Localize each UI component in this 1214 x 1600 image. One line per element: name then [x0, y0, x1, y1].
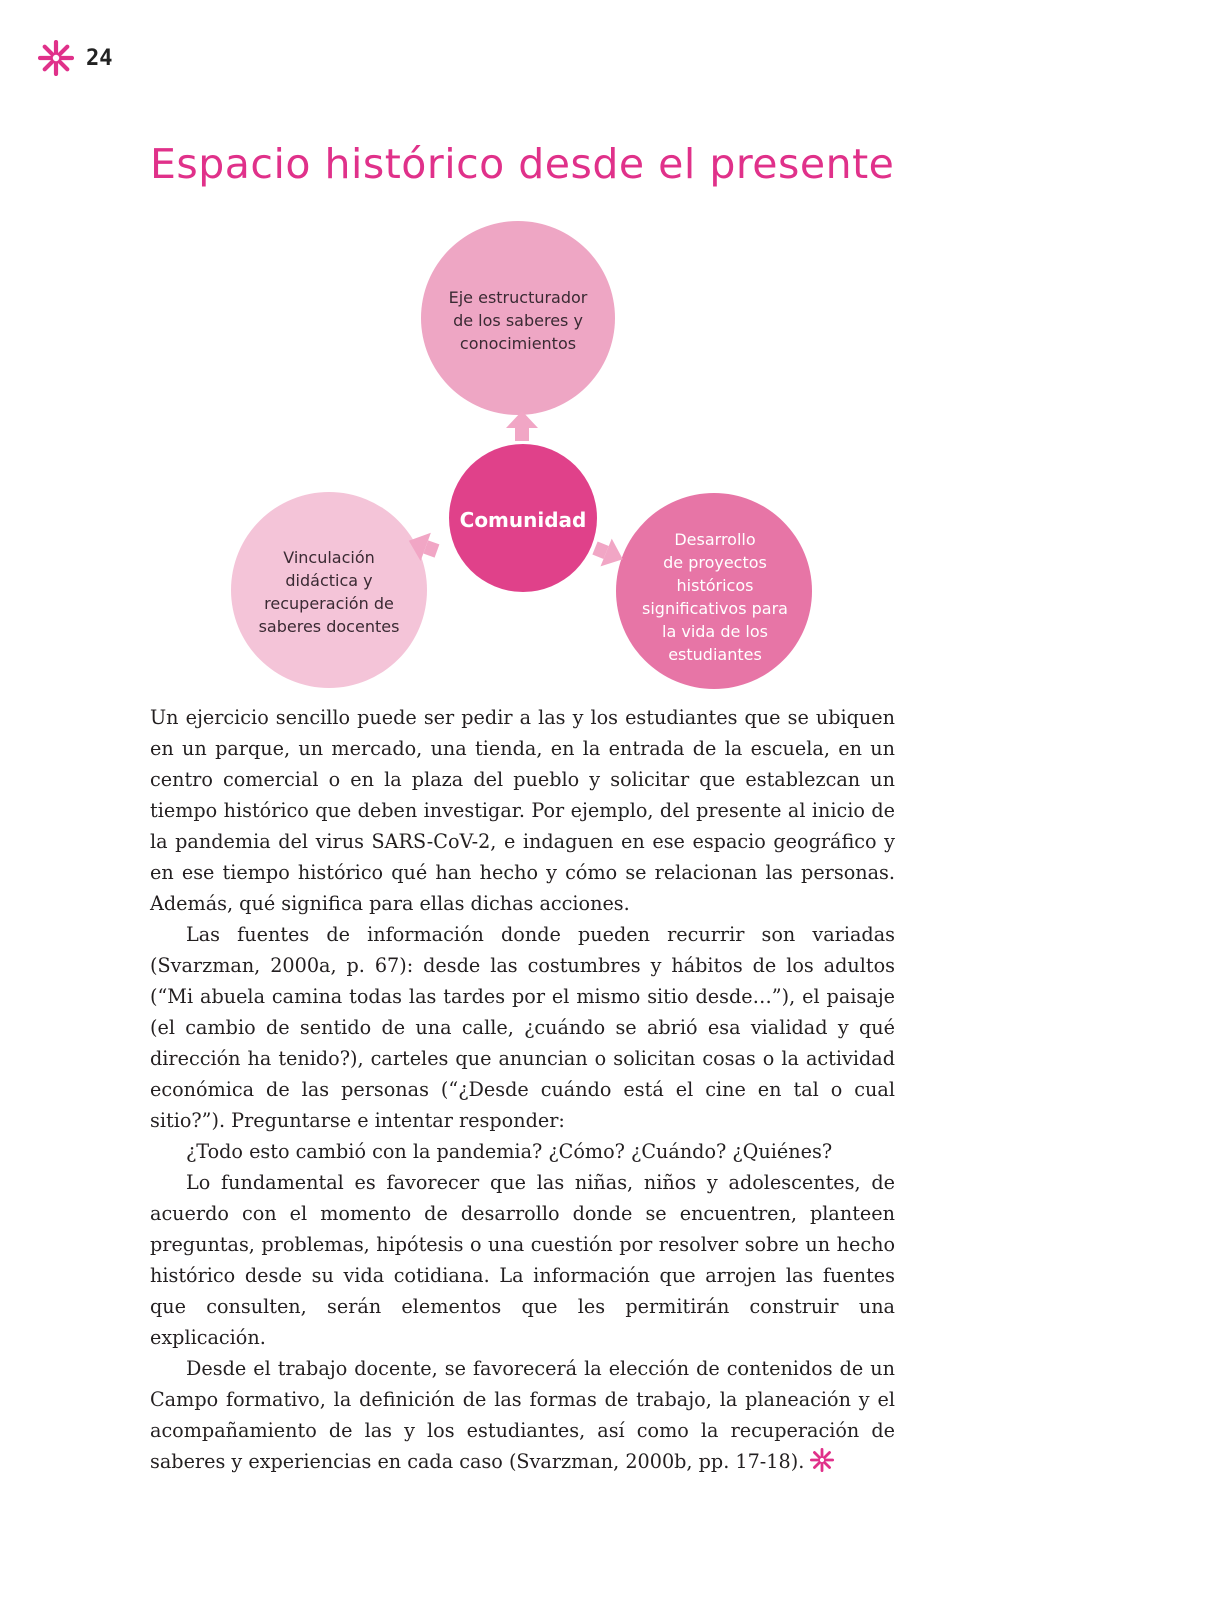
paragraph-5-text: Desde el trabajo docente, se favorecerá la elección de contenidos de un Campo formativo, la definición de las formas de trabajo, la planeación y el acompañamiento de las y los estudiantes, así como la recuperación de saberes y experiencias en cada caso (Svarzman, 2000b, pp. 17-18). [150, 1357, 895, 1473]
concept-diagram [0, 0, 1214, 720]
body-text [150, 702, 895, 1477]
node-center-label: Comunidad [459, 507, 587, 532]
page-title: Espacio histórico desde el presente [150, 140, 895, 188]
page-number: 24 [86, 45, 113, 71]
paragraph-2: Las fuentes de información donde pueden recurrir son variadas (Svarzman, 2000a, p. 67): desde las costumbres y hábitos de los adultos (“Mi abuela camina todas las tardes por el mismo sitio desde…”), el paisaje (el cambio de sentido de una calle, ¿cuándo se abrió esa vialidad y qué dirección ha tenido?), carteles que anuncian o solicitan cosas o la actividad económica de las personas (“¿Desde cuándo está el cine en tal o cual sitio?”). Preguntarse e intentar responder: [150, 923, 895, 1132]
paragraph-4: Lo fundamental es favorecer que las niñas, niños y adolescentes, de acuerdo con el momento de desarrollo donde se encuentren, planteen preguntas, problemas, hipótesis o una cuestión por resolver sobre un hecho histórico desde su vida cotidiana. La información que arrojen las fuentes que consulten, serán elementos que les permitirán construir una explicación. [150, 1171, 895, 1349]
node-right-label: Desarrollo de proyectos históricos significativos para la vida de los estudiantes [642, 530, 788, 664]
paragraph-1: Un ejercicio sencillo puede ser pedir a las y los estudiantes que se ubiquen en un parque, un mercado, una tienda, en la entrada de la escuela, en un centro comercial o en la plaza del pueblo y solicitar que establezcan un tiempo histórico que deben investigar. Por ejemplo, del presente al inicio de la pandemia del virus SARS-CoV-2, e indaguen en ese espacio geográfico y en ese tiempo histórico qué han hecho y cómo se relacionan las personas. Además, qué significa para ellas dichas acciones. [150, 706, 895, 915]
paragraph-3: ¿Todo esto cambió con la pandemia? ¿Cómo? ¿Cuándo? ¿Quiénes? [186, 1140, 833, 1163]
node-left-label: Vinculación didáctica y recuperación de saberes docentes [258, 548, 400, 636]
arrow-up-icon [506, 411, 538, 441]
paragraph-5 [150, 1353, 895, 1477]
end-asterisk-icon [810, 1448, 834, 1472]
node-top-label: Eje estructurador de los saberes y conocimientos [448, 287, 588, 353]
